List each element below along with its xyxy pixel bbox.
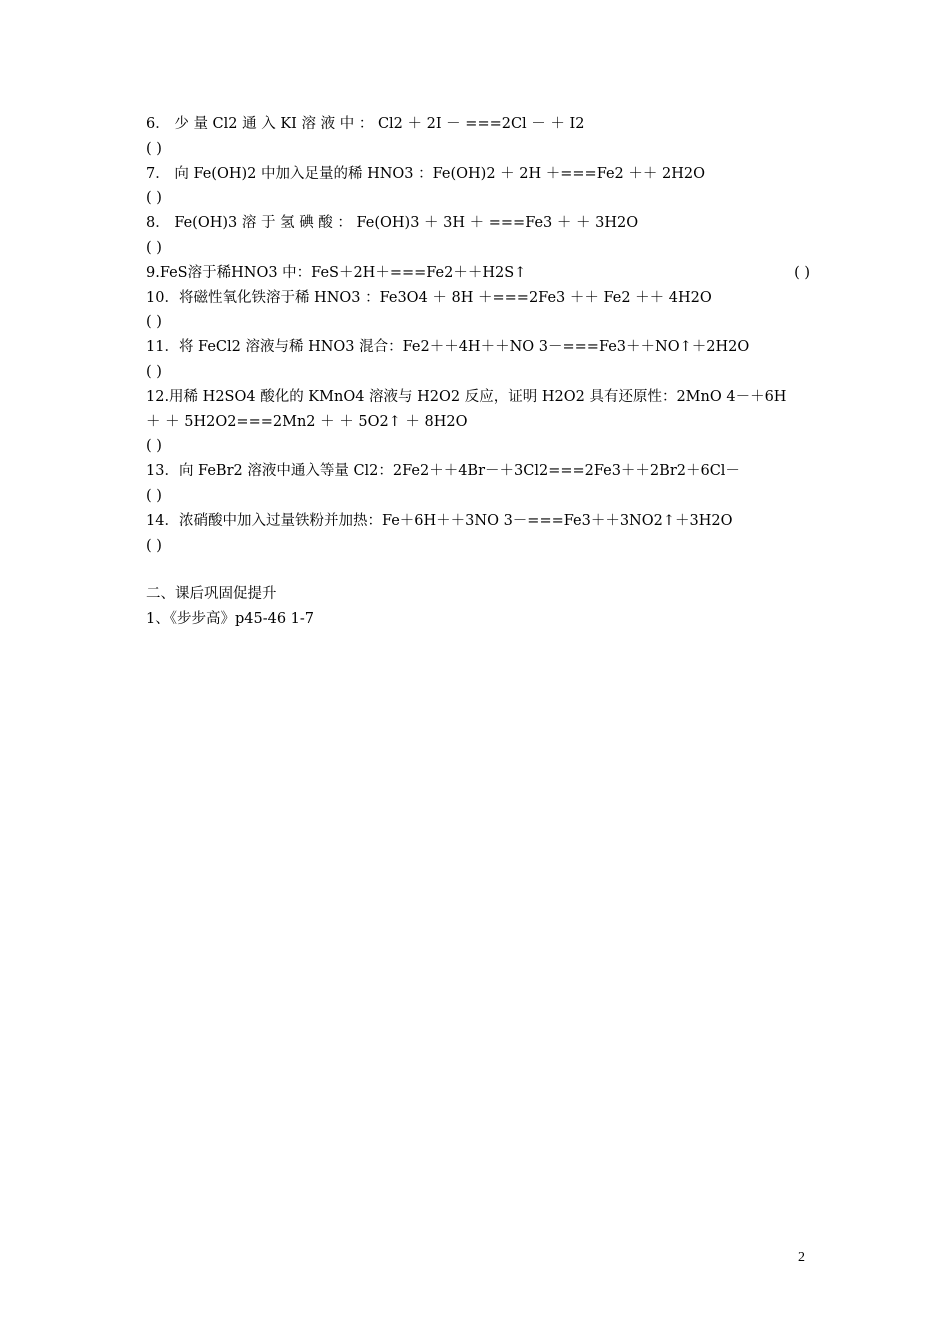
question-9: 9.FeS溶于稀HNO3 中：FeS＋2H＋===Fe2＋＋H2S↑: [146, 264, 527, 281]
question-12: 12.用稀 H2SO4 酸化的 KMnO4 溶液与 H2O2 反应，证明 H2O2 具有还原性：2MnO 4－＋6H: [146, 388, 787, 405]
answer-blank-9: ( ): [794, 264, 810, 281]
document-body: [146, 112, 810, 632]
section-heading: 二、课后巩固促提升: [146, 586, 277, 603]
answer-blank-6: ( ): [146, 140, 162, 157]
question-12-continued: ＋ ＋ 5H2O2===2Mn2 ＋ ＋ 5O2↑ ＋ 8H2O: [146, 413, 468, 430]
question-7: 7． 向 Fe(OH)2 中加入足量的稀 HNO3 ：Fe(OH)2 ＋ 2H ＋===Fe2 ＋＋ 2H2O: [146, 165, 705, 182]
question-11: 11．将 FeCl2 溶液与稀 HNO3 混合：Fe2＋＋4H＋＋NO 3－===Fe3＋＋NO↑＋2H2O: [146, 339, 750, 356]
answer-blank-7: ( ): [146, 190, 162, 207]
answer-blank-13: ( ): [146, 487, 162, 504]
page-number: 2: [798, 1250, 805, 1265]
question-8: 8． Fe(OH)3 溶 于 氢 碘 酸 ： Fe(OH)3 ＋ 3H ＋ ===Fe3 ＋ ＋ 3H2O: [146, 215, 639, 232]
answer-blank-14: ( ): [146, 537, 162, 554]
answer-blank-12: ( ): [146, 438, 162, 455]
answer-blank-11: ( ): [146, 363, 162, 380]
answer-blank-8: ( ): [146, 239, 162, 256]
question-6: 6． 少 量 Cl2 通 入 KI 溶 液 中 ： Cl2 ＋ 2I － ===2Cl － ＋ I2: [146, 116, 585, 132]
question-14: 14．浓硝酸中加入过量铁粉并加热：Fe＋6H＋＋3NO 3－===Fe3＋＋3NO2↑＋3H2O: [146, 512, 733, 529]
question-9-row: [146, 261, 810, 286]
question-13: 13．向 FeBr2 溶液中通入等量 Cl2：2Fe2＋＋4Br－＋3Cl2===2Fe3＋＋2Br2＋6Cl－: [146, 463, 740, 480]
homework-item: 1、《步步高》p45-46 1-7: [146, 611, 315, 628]
answer-blank-10: ( ): [146, 314, 162, 331]
question-10: 10．将磁性氧化铁溶于稀 HNO3 ：Fe3O4 ＋ 8H ＋===2Fe3 ＋＋ Fe2 ＋＋ 4H2O: [146, 289, 712, 306]
